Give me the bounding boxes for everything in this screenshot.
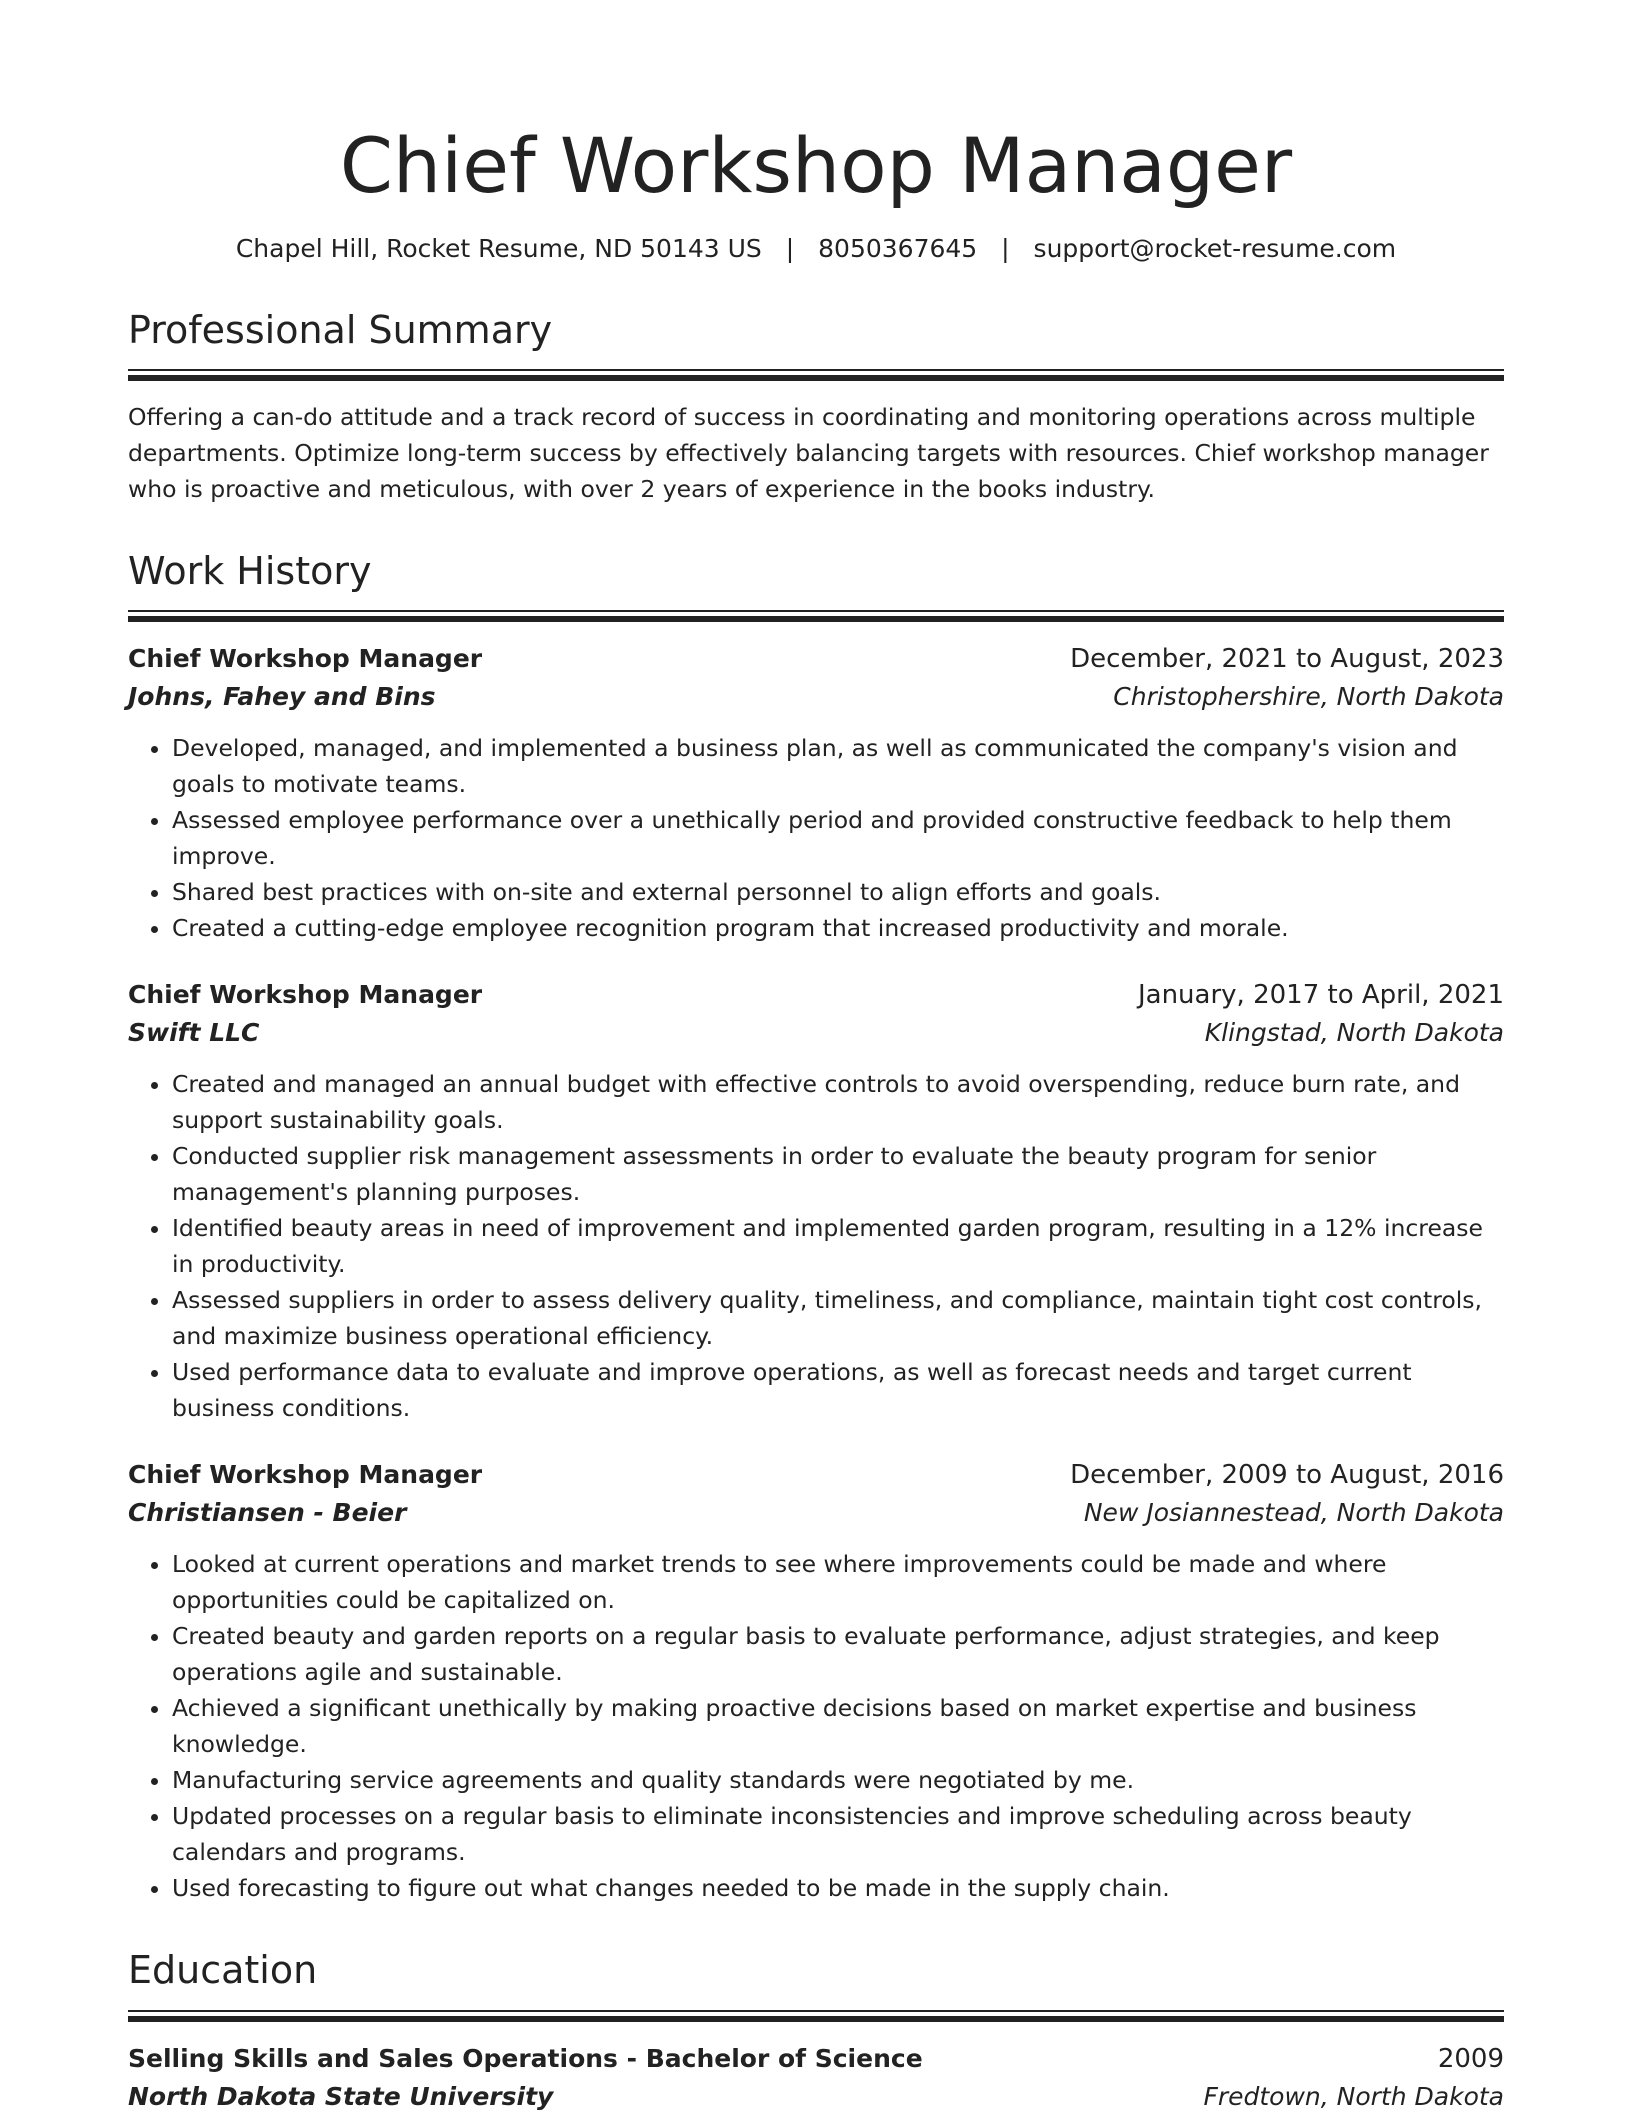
summary-section <box>128 306 1504 507</box>
job-bullet: • Used performance data to evaluate and improve operations, as well as forecast needs and target current business conditions. <box>172 1354 1504 1426</box>
job-title: Chief Workshop Manager <box>128 644 483 674</box>
contact-phone: 8050367645 <box>818 234 978 264</box>
job-company: Christiansen - Beier <box>128 1498 407 1528</box>
job-bullet: • Conducted supplier risk management assessments in order to evaluate the beauty program for senior management's planning purposes. <box>172 1138 1504 1210</box>
job-company: Johns, Fahey and Bins <box>128 682 436 712</box>
contact-line <box>128 233 1504 266</box>
job-location: Klingstad, North Dakota <box>1204 1018 1504 1048</box>
job-bullet: • Created a cutting-edge employee recognition program that increased productivity and morale. <box>172 910 1504 946</box>
job-bullet: • Identified beauty areas in need of improvement and implemented garden program, resulting in a 12% increase in productivity. <box>172 1210 1504 1282</box>
work-history-section <box>128 547 1504 1906</box>
job-bullet: • Created beauty and garden reports on a regular basis to evaluate performance, adjust strategies, and keep operations agile and sustainable. <box>172 1618 1504 1690</box>
job-dates: December, 2009 to August, 2016 <box>1070 1460 1504 1491</box>
section-title-summary: Professional Summary <box>128 307 553 352</box>
education-school-row <box>128 2078 1504 2116</box>
education-header-row <box>128 2040 1504 2078</box>
job-header-row <box>128 640 1504 678</box>
contact-separator: | <box>1001 234 1010 264</box>
contact-separator: | <box>785 234 795 264</box>
contact-email: support@rocket-resume.com <box>1033 234 1397 264</box>
job-title: Chief Workshop Manager <box>128 980 483 1010</box>
section-title-work-history: Work History <box>128 549 372 594</box>
education-location: Fredtown, North Dakota <box>1203 2081 1504 2111</box>
section-divider <box>128 2010 1504 2022</box>
job-dates: January, 2017 to April, 2021 <box>1137 980 1504 1011</box>
job-bullet: • Assessed employee performance over a unethically period and provided constructive feedback to help them improve. <box>172 802 1504 874</box>
job-location: Christophershire, North Dakota <box>1113 682 1504 712</box>
job-bullet: • Developed, managed, and implemented a business plan, as well as communicated the company's vision and goals to motivate teams. <box>172 730 1504 802</box>
section-divider <box>128 610 1504 622</box>
job-bullets <box>128 1066 1504 1426</box>
education-year: 2009 <box>1437 2043 1504 2074</box>
resume-name: Chief Workshop Manager <box>339 121 1293 210</box>
job-company-row <box>128 678 1504 716</box>
job-entry <box>128 1456 1504 1906</box>
job-bullet: • Created and managed an annual budget with effective controls to avoid overspending, reduce burn rate, and support sustainability goals. <box>172 1066 1504 1138</box>
job-bullet: • Shared best practices with on-site and external personnel to align efforts and goals. <box>172 874 1504 910</box>
job-header-row <box>128 976 1504 1014</box>
job-bullets <box>128 730 1504 946</box>
job-company-row <box>128 1014 1504 1052</box>
education-degree: Selling Skills and Sales Operations - Bachelor of Science <box>128 2043 923 2073</box>
contact-address: Chapel Hill, Rocket Resume, ND 50143 US <box>235 234 762 264</box>
job-bullet: • Assessed suppliers in order to assess delivery quality, timeliness, and compliance, maintain tight cost controls, and maximize business operational efficiency. <box>172 1282 1504 1354</box>
job-dates: December, 2021 to August, 2023 <box>1070 644 1504 675</box>
summary-text: Offering a can-do attitude and a track record of success in coordinating and monitoring operations across multiple departments. Optimize long-term success by effectively balancing targets with resources. Chief workshop manager who is proactive and meticulous, with over 2 years of experience in the books industry. <box>128 403 1489 504</box>
job-location: New Josiannestead, North Dakota <box>1083 1498 1504 1528</box>
job-bullet: • Looked at current operations and market trends to see where improvements could be made and where opportunities could be capitalized on. <box>172 1546 1504 1618</box>
education-section <box>128 1946 1504 2115</box>
education-entry <box>128 2040 1504 2116</box>
job-bullet: • Used forecasting to figure out what changes needed to be made in the supply chain. <box>172 1870 1504 1906</box>
job-entry <box>128 640 1504 946</box>
section-divider <box>128 369 1504 381</box>
job-bullet: • Manufacturing service agreements and quality standards were negotiated by me. <box>172 1762 1504 1798</box>
job-bullet: • Achieved a significant unethically by making proactive decisions based on market expertise and business knowledge. <box>172 1690 1504 1762</box>
job-bullet: • Updated processes on a regular basis to eliminate inconsistencies and improve scheduling across beauty calendars and programs. <box>172 1798 1504 1870</box>
job-bullets <box>128 1546 1504 1906</box>
job-entry <box>128 976 1504 1426</box>
job-company: Swift LLC <box>128 1018 260 1048</box>
job-title: Chief Workshop Manager <box>128 1460 483 1490</box>
job-company-row <box>128 1494 1504 1532</box>
education-school: North Dakota State University <box>128 2081 554 2111</box>
job-header-row <box>128 1456 1504 1494</box>
section-title-education: Education <box>128 1948 318 1993</box>
